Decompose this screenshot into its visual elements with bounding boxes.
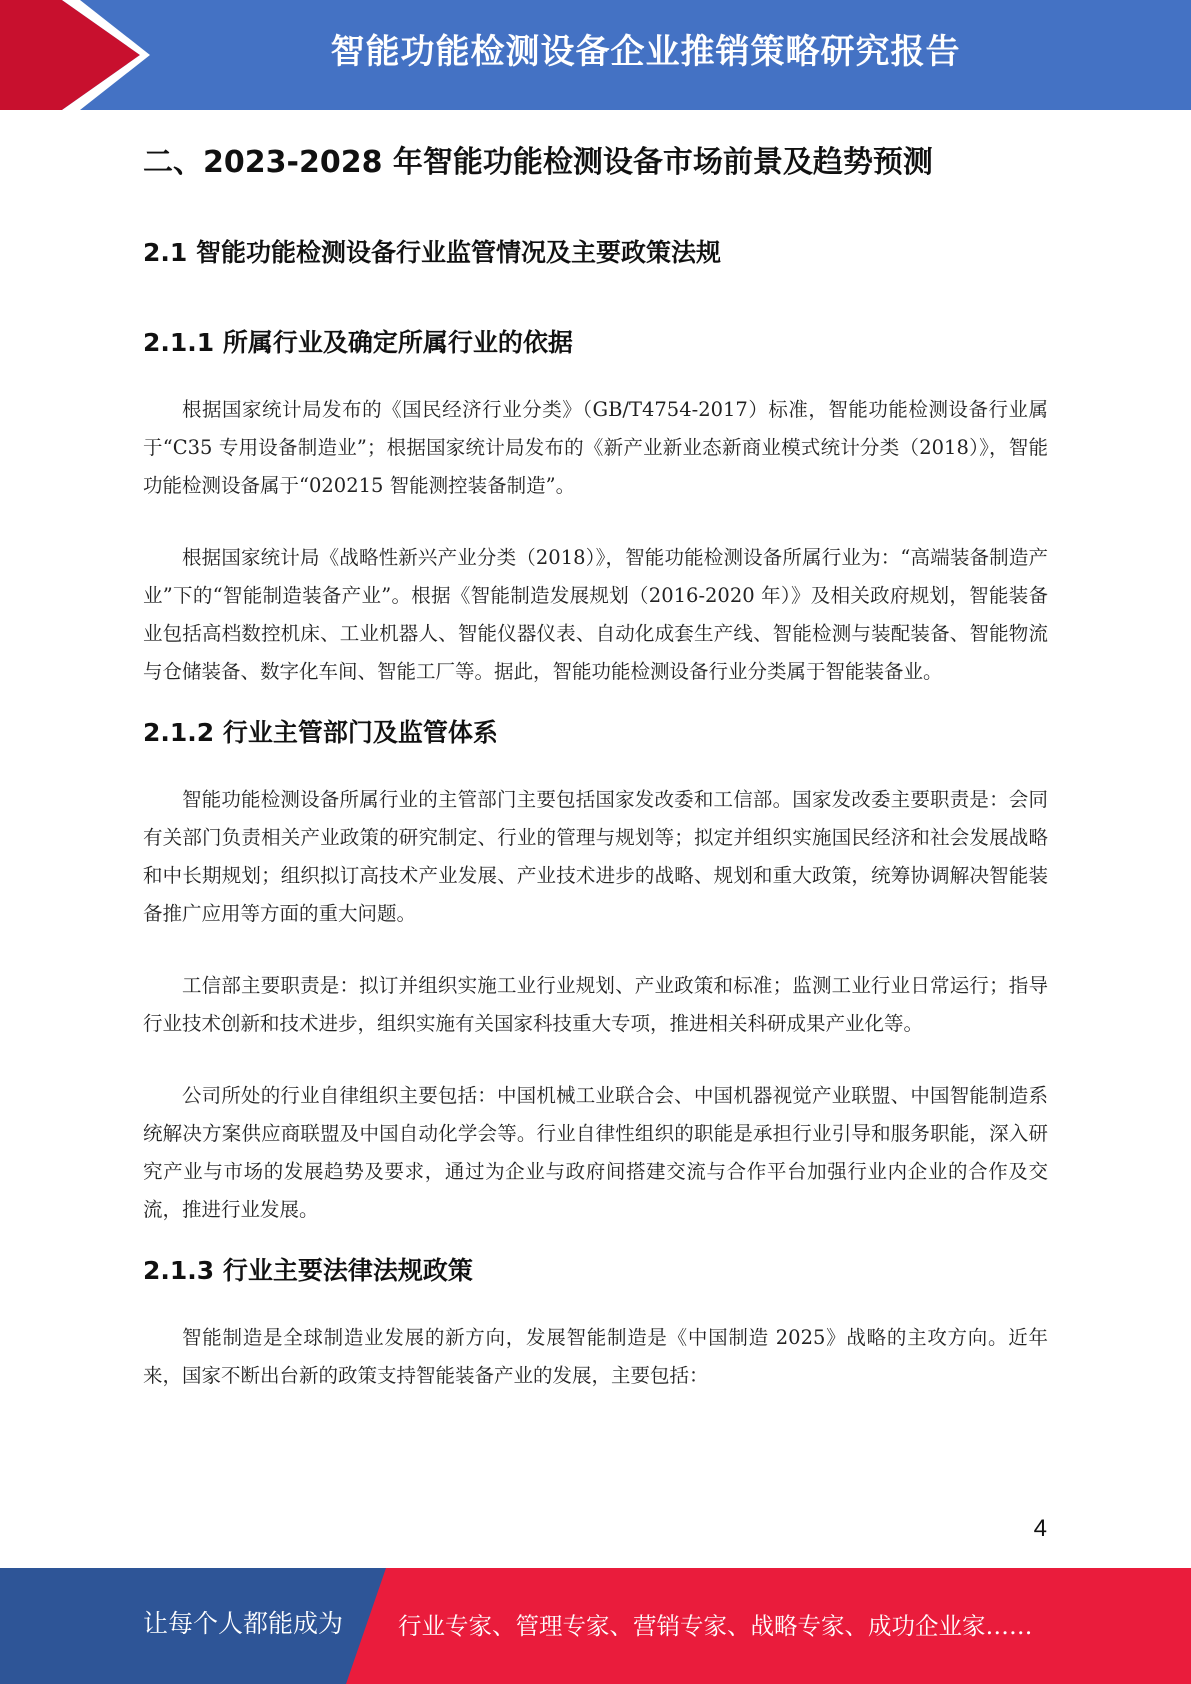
page-content	[143, 135, 1048, 1395]
paragraph: 公司所处的行业自律组织主要包括：中国机械工业联合会、中国机器视觉产业联盟、中国智能制造系统解决方案供应商联盟及中国自动化学会等。行业自律性组织的职能是承担行业引导和服务职能，深入研究产业与市场的发展趋势及要求，通过为企业与政府间搭建交流与合作平台加强行业内企业的合作及交流，推进行业发展。	[143, 1084, 1048, 1221]
paragraph: 工信部主要职责是：拟订并组织实施工业行业规划、产业政策和标准；监测工业行业日常运行；指导行业技术创新和技术进步，组织实施有关国家科技重大专项，推进相关科研成果产业化等。	[143, 974, 1048, 1035]
page-header	[0, 0, 1191, 110]
paragraph: 智能制造是全球制造业发展的新方向，发展智能制造是《中国制造 2025》战略的主攻方向。近年来，国家不断出台新的政策支持智能装备产业的发展，主要包括：	[143, 1326, 1048, 1387]
paragraph: 根据国家统计局《战略性新兴产业分类（2018）》，智能功能检测设备所属行业为：“高端装备制造产业”下的“智能制造装备产业”。根据《智能制造发展规划（2016-2020 年）》及相关政府规划，智能装备业包括高档数控机床、工业机器人、智能仪器仪表、自动化成套生产线、智能检测与装配装备、智能物流与仓储装备、数字化车间、智能工厂等。据此，智能功能检测设备行业分类属于智能装备业。	[143, 546, 1048, 683]
header-title: 智能功能检测设备企业推销策略研究报告	[330, 32, 961, 72]
paragraph: 根据国家统计局发布的《国民经济行业分类》（GB/T4754-2017）标准，智能功能检测设备行业属于“C35 专用设备制造业”；根据国家统计局发布的《新产业新业态新商业模式统计分类（2018）》，智能功能检测设备属于“020215 智能测控装备制造”。	[143, 398, 1048, 497]
footer-slogan-right: 行业专家、管理专家、营销专家、战略专家、成功企业家……	[398, 1612, 1033, 1640]
footer-slogan-left: 让每个人都能成为	[143, 1609, 344, 1638]
header-arrow-decoration	[0, 0, 160, 110]
subsection-heading-2-1: 2.1 智能功能检测设备行业监管情况及主要政策法规	[143, 238, 721, 267]
paragraph: 智能功能检测设备所属行业的主管部门主要包括国家发改委和工信部。国家发改委主要职责是：会同有关部门负责相关产业政策的研究制定、行业的管理与规划等；拟定并组织实施国民经济和社会发展战略和中长期规划；组织拟订高技术产业发展、产业技术进步的战略、规划和重大政策，统筹协调解决智能装备推广应用等方面的重大问题。	[143, 788, 1048, 925]
section-heading: 二、2023-2028 年智能功能检测设备市场前景及趋势预测	[143, 145, 933, 180]
heading-2-1-2: 2.1.2 行业主管部门及监管体系	[143, 718, 498, 747]
heading-2-1-3: 2.1.3 行业主要法律法规政策	[143, 1256, 473, 1285]
page-number: 4	[1033, 1515, 1047, 1542]
page-footer	[0, 1568, 1191, 1684]
heading-2-1-1: 2.1.1 所属行业及确定所属行业的依据	[143, 328, 573, 357]
